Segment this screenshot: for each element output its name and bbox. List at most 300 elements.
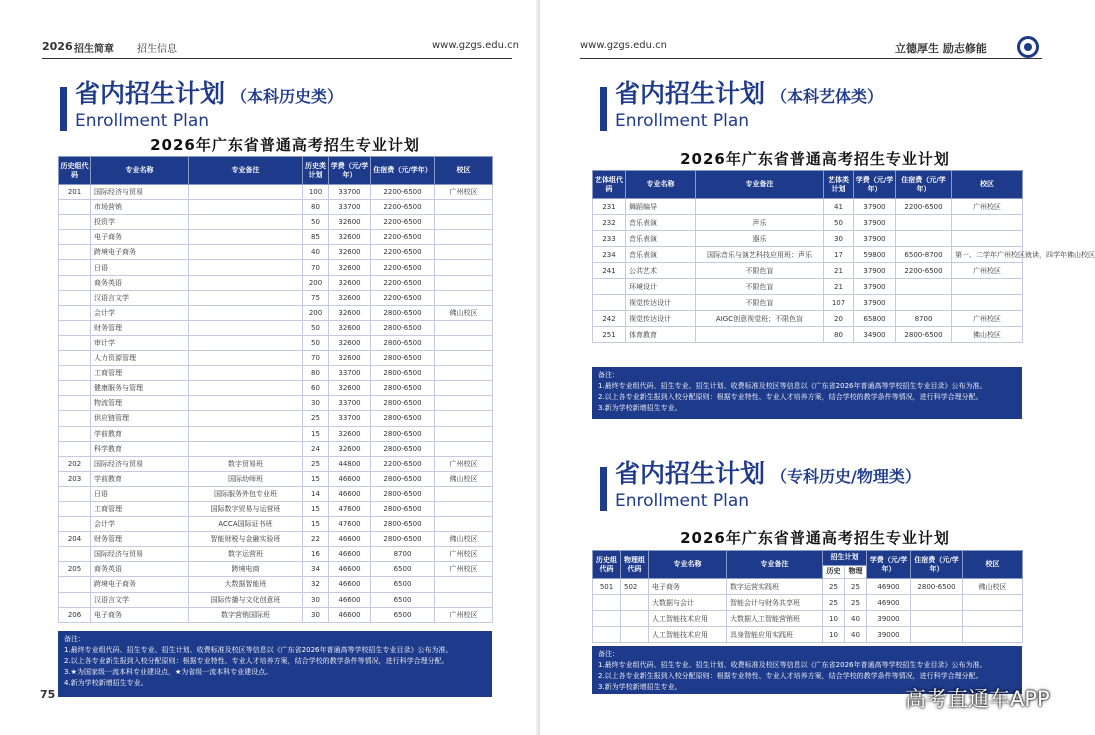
note-3: 3.新为学校新增招生专业。 [598, 404, 682, 412]
table-cell: 电子商务 [91, 230, 189, 245]
table-cell: 商务英语 [91, 562, 189, 577]
table-cell: 32600 [329, 230, 371, 245]
column-header: 艺体类计划 [824, 171, 854, 199]
table-cell: 环境设计 [626, 279, 696, 295]
table-cell: 234 [593, 247, 626, 263]
note-title: 备注： [64, 635, 85, 643]
table-row [59, 486, 493, 501]
table-cell: 2200-6500 [371, 215, 435, 230]
table-cell [911, 627, 963, 643]
table-cell [435, 592, 493, 607]
table-cell: 不限色盲 [696, 295, 824, 311]
table-cell: 32600 [329, 381, 371, 396]
table-cell [59, 275, 91, 290]
table-cell: 24 [303, 441, 329, 456]
table-cell [59, 396, 91, 411]
table-cell: 会计学 [91, 305, 189, 320]
header-year: 2026 [42, 40, 73, 53]
table-cell: 50 [303, 320, 329, 335]
section-title-vocational [600, 460, 921, 511]
page-number: 75 [40, 688, 56, 701]
column-header: 专业备注 [696, 171, 824, 199]
table-cell [59, 517, 91, 532]
table-cell: 231 [593, 199, 626, 215]
arts-plan-heading: 2026年广东省普通高考招生专业计划 [680, 150, 950, 168]
table-cell [963, 611, 1023, 627]
table-cell: 46600 [329, 486, 371, 501]
table-cell: 34 [303, 562, 329, 577]
table-cell [593, 279, 626, 295]
table-cell [435, 441, 493, 456]
table-cell: 公共艺术 [626, 263, 696, 279]
table-cell: 2800-6500 [371, 366, 435, 381]
note-1: 1.最终专业组代码、招生专业、招生计划、收费标准及校区等信息以《广东省2026年普通高等学校招生专业目录》公布为准。 [598, 382, 987, 390]
table-cell: 汉语言文学 [91, 592, 189, 607]
table-row [59, 200, 493, 215]
table-cell: 健康服务与管理 [91, 381, 189, 396]
table-row [59, 185, 493, 200]
table-cell: 音乐表演 [626, 215, 696, 231]
note-1: 1.最终专业组代码、招生专业、招生计划、收费标准及校区等信息以《广东省2026年普通高等学校招生专业目录》公布为准。 [598, 661, 987, 669]
title-zh: 省内招生计划 （本科历史类） [75, 79, 344, 108]
table-cell: 广州校区 [435, 185, 493, 200]
table-row [59, 517, 493, 532]
table-cell: 2800-6500 [371, 396, 435, 411]
table-cell: 60 [303, 381, 329, 396]
table-cell: 241 [593, 263, 626, 279]
table-cell: 日语 [91, 260, 189, 275]
table-cell: 25 [823, 579, 845, 595]
table-row [59, 335, 493, 350]
enrollment-table-arts [592, 170, 1095, 343]
table-cell: 视觉传达设计 [626, 295, 696, 311]
left-page [0, 0, 540, 735]
column-header: 学费（元/学年） [867, 551, 911, 579]
table-cell: 广州校区 [952, 263, 1023, 279]
table-cell: 205 [59, 562, 91, 577]
table-cell [59, 577, 91, 592]
table-cell: 15 [303, 501, 329, 516]
table-cell: 37900 [854, 199, 896, 215]
table-row [59, 215, 493, 230]
table-cell: 2200-6500 [371, 275, 435, 290]
table-row [59, 275, 493, 290]
table-cell: 32600 [329, 305, 371, 320]
table-cell: 232 [593, 215, 626, 231]
table-cell [593, 627, 621, 643]
table-cell [59, 215, 91, 230]
table-cell: 10 [823, 611, 845, 627]
table-cell: 21 [824, 279, 854, 295]
table-cell [896, 295, 952, 311]
table-cell [593, 595, 621, 611]
table-cell [435, 366, 493, 381]
table-cell: 46600 [329, 607, 371, 622]
table-cell: 2200-6500 [371, 200, 435, 215]
table-cell [435, 396, 493, 411]
table-cell: 跨境电商 [189, 562, 303, 577]
table-cell [435, 335, 493, 350]
table-cell: 30 [303, 396, 329, 411]
table-row [59, 230, 493, 245]
column-header: 艺体组代码 [593, 171, 626, 199]
arts-title-en: Enrollment Plan [615, 111, 750, 131]
note-title: 备注： [598, 371, 619, 379]
table-cell: 佛山校区 [435, 305, 493, 320]
table-row [59, 290, 493, 305]
table-cell [189, 381, 303, 396]
table-cell [911, 611, 963, 627]
column-header: 专业名称 [626, 171, 696, 199]
table-cell: 46600 [329, 562, 371, 577]
table-cell: 国际经济与贸易 [91, 185, 189, 200]
table-cell [435, 260, 493, 275]
table-cell: 502 [621, 579, 649, 595]
table-cell: 跨境电子商务 [91, 245, 189, 260]
table-cell [59, 351, 91, 366]
table-row [59, 320, 493, 335]
table-cell: 37900 [854, 279, 896, 295]
table-cell: 32600 [329, 215, 371, 230]
table-cell [621, 595, 649, 611]
table-cell: 6500 [371, 607, 435, 622]
table-cell: 2800-6500 [371, 320, 435, 335]
column-header: 物理组代码 [621, 551, 649, 579]
table-cell: 32600 [329, 245, 371, 260]
table-cell [59, 547, 91, 562]
table-row [59, 260, 493, 275]
note-2: 2.以上各专业新生报到入校分配原则：根据专业特性、专业人才培养方案，结合学校的教学条件等情况，进行科学合理分配。 [598, 672, 983, 680]
table-cell [189, 200, 303, 215]
table-cell: 视觉传达设计 [626, 311, 696, 327]
table-cell [896, 279, 952, 295]
table-cell: 85 [303, 230, 329, 245]
table-row [59, 245, 493, 260]
plan-heading: 2026年广东省普通高考招生专业计划 [150, 136, 420, 154]
table-cell [435, 275, 493, 290]
table-cell: 2800-6500 [371, 501, 435, 516]
title-accent-bar [600, 87, 607, 131]
table-cell: 国际幼师班 [189, 471, 303, 486]
table-cell: 34900 [854, 327, 896, 343]
column-header: 历史类计划 [303, 157, 329, 185]
table-cell: 广州校区 [952, 311, 1023, 327]
table-cell [189, 275, 303, 290]
note-1: 1.最终专业组代码、招生专业、招生计划、收费标准及校区等信息以《广东省2026年普通高等学校招生专业目录》公布为准。 [64, 646, 453, 654]
table-cell: 跨境电子商务 [91, 577, 189, 592]
table-cell: 200 [303, 275, 329, 290]
table-cell: 32600 [329, 260, 371, 275]
table-cell: 广州校区 [435, 547, 493, 562]
table-cell [189, 230, 303, 245]
table-cell [189, 290, 303, 305]
table-cell [593, 295, 626, 311]
table-cell: 37900 [854, 215, 896, 231]
table-cell [189, 441, 303, 456]
table-cell: 100 [303, 185, 329, 200]
table-cell: 2800-6500 [371, 381, 435, 396]
table-cell: 人工智能技术应用 [649, 611, 727, 627]
table-cell: 2800-6500 [371, 517, 435, 532]
table-cell: 10 [823, 627, 845, 643]
table-cell: 37900 [854, 295, 896, 311]
table-header [593, 171, 1023, 199]
table-cell: 2800-6500 [371, 486, 435, 501]
table-cell: 46600 [329, 532, 371, 547]
header-divider [42, 58, 512, 59]
table-cell: 8700 [896, 311, 952, 327]
table-cell: 32600 [329, 275, 371, 290]
watermark: 高考直通车APP [905, 687, 1050, 711]
table-cell: 15 [303, 471, 329, 486]
table-cell [59, 441, 91, 456]
header-sub: 招生信息 [137, 44, 177, 55]
column-header: 学费（元/学年） [854, 171, 896, 199]
table-cell: 25 [303, 411, 329, 426]
school-logo-icon [1017, 36, 1039, 58]
table-cell: 2800-6500 [371, 305, 435, 320]
table-row [59, 351, 493, 366]
table-cell: 70 [303, 351, 329, 366]
table-cell: 46900 [867, 595, 911, 611]
table-cell: 2800-6500 [371, 351, 435, 366]
table-cell [435, 486, 493, 501]
table-cell: 学前教育 [91, 471, 189, 486]
motto: 立德厚生 励志修能 [895, 42, 987, 55]
table-cell [963, 627, 1023, 643]
table-cell: 智能会计与财务共享班 [727, 595, 823, 611]
table-cell: 32600 [329, 351, 371, 366]
table-cell: 50 [303, 215, 329, 230]
table-cell: 33700 [329, 396, 371, 411]
table-cell [189, 411, 303, 426]
table-row [59, 411, 493, 426]
table-cell: 80 [824, 327, 854, 343]
table-row [59, 305, 493, 320]
note-3: 3.新为学校新增招生专业。 [598, 683, 682, 691]
table-cell [59, 381, 91, 396]
table-row [59, 607, 493, 622]
table-cell: 46900 [867, 579, 911, 595]
table-cell: 46600 [329, 577, 371, 592]
table-cell: 80 [303, 366, 329, 381]
table-row [59, 471, 493, 486]
table-row [593, 611, 1023, 627]
table-cell [696, 327, 824, 343]
table-cell: 广州校区 [952, 199, 1023, 215]
table-row [593, 595, 1023, 611]
table-cell: 46600 [329, 547, 371, 562]
column-header: 校区 [963, 551, 1023, 579]
table-cell [435, 501, 493, 516]
table-cell: 2200-6500 [371, 185, 435, 200]
table-cell: 2800-6500 [371, 441, 435, 456]
table-row [593, 295, 1023, 311]
table-cell: 59800 [854, 247, 896, 263]
table-cell: 数字运营实践班 [727, 579, 823, 595]
table-cell [435, 577, 493, 592]
table-cell: 2200-6500 [371, 290, 435, 305]
table-cell: 33700 [329, 411, 371, 426]
table-cell [189, 335, 303, 350]
enrollment-table-history [58, 156, 493, 623]
table-cell: 电子商务 [649, 579, 727, 595]
note-2: 2.以上各专业新生报到入校分配原则：根据专业特性、专业人才培养方案，结合学校的教学条件等情况，进行科学合理分配。 [64, 657, 449, 665]
table-cell: 233 [593, 231, 626, 247]
table-cell: 会计学 [91, 517, 189, 532]
table-cell: 204 [59, 532, 91, 547]
column-header: 专业名称 [649, 551, 727, 579]
table-cell: 不限色盲 [696, 263, 824, 279]
table-cell: 工商管理 [91, 501, 189, 516]
header-divider-right [580, 58, 1042, 59]
table-cell: 2200-6500 [371, 260, 435, 275]
table-cell: 电子商务 [91, 607, 189, 622]
table-row [593, 231, 1023, 247]
table-cell: 舞蹈编导 [626, 199, 696, 215]
table-cell: 6500 [371, 577, 435, 592]
table-cell: 智能财税与金融实验班 [189, 532, 303, 547]
table-cell [435, 381, 493, 396]
table-cell: 国际经济与贸易 [91, 456, 189, 471]
table-cell: 25 [845, 579, 867, 595]
table-cell [435, 290, 493, 305]
table-row [59, 426, 493, 441]
note-title: 备注： [598, 650, 619, 658]
table-cell [59, 592, 91, 607]
table-cell: 22 [303, 532, 329, 547]
table-cell: 39000 [867, 627, 911, 643]
table-cell: 佛山校区 [952, 327, 1023, 343]
table-row [59, 562, 493, 577]
notes-box [58, 631, 492, 697]
table-cell: 46600 [329, 592, 371, 607]
table-cell: 70 [303, 260, 329, 275]
table-cell: 46600 [329, 471, 371, 486]
table-cell: 学前教育 [91, 426, 189, 441]
table-row [59, 501, 493, 516]
note-3: 3.★为国家级一流本科专业建设点，★为省级一流本科专业建设点。 [64, 668, 273, 676]
table-cell: 2800-6500 [911, 579, 963, 595]
table-cell: 39000 [867, 611, 911, 627]
table-cell: 37900 [854, 231, 896, 247]
table-cell: ACCA国际证书班 [189, 517, 303, 532]
table-cell: 审计学 [91, 335, 189, 350]
table-header [593, 551, 1023, 566]
table-cell [59, 305, 91, 320]
table-cell: 2800-6500 [371, 532, 435, 547]
table-cell [189, 305, 303, 320]
table-cell: 财务管理 [91, 532, 189, 547]
table-cell [189, 245, 303, 260]
table-cell [621, 627, 649, 643]
table-cell [435, 517, 493, 532]
table-cell: 65800 [854, 311, 896, 327]
table-cell [911, 595, 963, 611]
table-cell: 大数据智能班 [189, 577, 303, 592]
table-row [59, 366, 493, 381]
table-cell: 40 [845, 627, 867, 643]
table-row [593, 579, 1023, 595]
table-cell: 107 [824, 295, 854, 311]
section-title-history [60, 80, 343, 131]
table-row [593, 199, 1023, 215]
table-cell: 33700 [329, 185, 371, 200]
table-cell: 2200-6500 [371, 456, 435, 471]
column-header: 学费（元/学年） [329, 157, 371, 185]
table-cell: 47600 [329, 517, 371, 532]
table-cell [59, 411, 91, 426]
table-cell: 2200-6500 [371, 230, 435, 245]
table-cell: 商务英语 [91, 275, 189, 290]
table-cell: 市场营销 [91, 200, 189, 215]
table-cell: 物流管理 [91, 396, 189, 411]
table-cell: 15 [303, 517, 329, 532]
table-row [593, 263, 1023, 279]
table-cell [59, 501, 91, 516]
table-row [593, 627, 1023, 643]
table-cell: 32 [303, 577, 329, 592]
table-cell: 32600 [329, 320, 371, 335]
table-cell: 大数据与会计 [649, 595, 727, 611]
table-cell [435, 245, 493, 260]
table-cell: 32600 [329, 441, 371, 456]
table-cell: 16 [303, 547, 329, 562]
table-cell: 32600 [329, 290, 371, 305]
table-cell: 30 [824, 231, 854, 247]
table-cell [59, 486, 91, 501]
table-cell: 第一、二学年广州校区就读，四学年佛山校区 [952, 247, 1023, 263]
column-header: 历史组代码 [593, 551, 621, 579]
table-row [593, 247, 1023, 263]
table-row [593, 279, 1023, 295]
table-cell [952, 215, 1023, 231]
table-cell: 音乐表演 [626, 231, 696, 247]
table-cell: 国际音乐与演艺科技应用班：声乐 [696, 247, 824, 263]
table-cell [896, 231, 952, 247]
arts-notes-box [592, 367, 1022, 419]
table-cell: 器乐 [696, 231, 824, 247]
table-cell: 50 [303, 335, 329, 350]
table-cell [435, 200, 493, 215]
table-header [59, 157, 493, 185]
note-2: 2.以上各专业新生报到入校分配原则：根据专业特性、专业人才培养方案，结合学校的教学条件等情况，进行科学合理分配。 [598, 393, 983, 401]
table-cell: 6500 [371, 592, 435, 607]
table-cell: 科学教育 [91, 441, 189, 456]
table-cell: 国际传播与文化创意班 [189, 592, 303, 607]
table-cell [189, 215, 303, 230]
table-cell: 33700 [329, 366, 371, 381]
table-cell: 投资学 [91, 215, 189, 230]
column-header: 校区 [952, 171, 1023, 199]
table-cell: 国际数字贸易与运营班 [189, 501, 303, 516]
table-cell: 202 [59, 456, 91, 471]
title-en: Enrollment Plan [75, 111, 210, 131]
table-cell: 201 [59, 185, 91, 200]
table-cell: 32600 [329, 335, 371, 350]
table-cell: 6500 [371, 562, 435, 577]
table-cell: 2800-6500 [371, 426, 435, 441]
table-row [59, 396, 493, 411]
column-group-header: 招生计划 [823, 551, 867, 566]
table-cell: 206 [59, 607, 91, 622]
table-cell [435, 230, 493, 245]
table-cell: 40 [303, 245, 329, 260]
table-cell: 2800-6500 [371, 471, 435, 486]
table-cell: 体育教育 [626, 327, 696, 343]
table-cell [435, 411, 493, 426]
column-header: 专业备注 [727, 551, 823, 579]
